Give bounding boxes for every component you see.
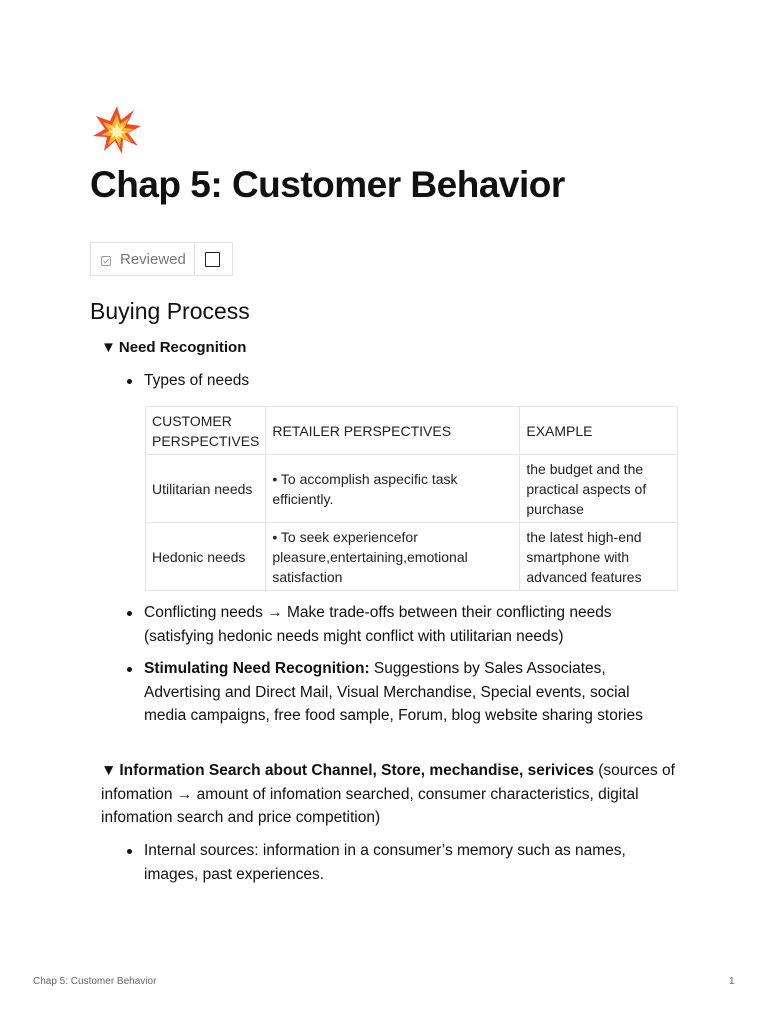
section-heading: Buying Process	[90, 298, 250, 324]
reviewed-checkbox[interactable]	[205, 252, 220, 267]
need-recognition-toggle[interactable]	[101, 339, 246, 356]
toggle-title: Need Recognition	[118, 339, 247, 356]
table-cell: • To accomplish aspecific task efficiently.	[266, 455, 520, 523]
list-item: Conflicting needs → Make trade-offs between their conflicting needs (satisfying hedonic needs might conflict with utilitarian needs)	[144, 601, 674, 648]
footer-title: Chap 5: Customer Behavior	[33, 976, 157, 987]
toggle-triangle-icon[interactable]: ▼	[101, 339, 116, 356]
table-header-row	[146, 407, 678, 455]
bullet-bold-label: Stimulating Need Recognition:	[144, 660, 370, 677]
property-label	[91, 243, 195, 275]
bullet-text: Suggestions by Sales Associates, Advertising and Direct Mail, Visual Merchandise, Special events, social media campaigns, free food sample, Forum, blog website sharing stories	[144, 660, 643, 724]
checkbox-property-icon	[101, 256, 111, 266]
table-header-cell: RETAILER PERSPECTIVES	[266, 407, 520, 455]
needs-table	[145, 406, 678, 591]
table-cell: the latest high-end smartphone with advanced features	[520, 523, 678, 591]
list-item: Types of needs	[144, 369, 674, 393]
table-cell: the budget and the practical aspects of purchase	[520, 455, 678, 523]
collision-icon	[92, 104, 142, 156]
reviewed-checkbox-cell[interactable]	[195, 243, 232, 275]
table-header-cell: EXAMPLE	[520, 407, 678, 455]
list-item	[144, 657, 674, 728]
table-header-cell: CUSTOMER PERSPECTIVES	[146, 407, 266, 455]
table-cell: Hedonic needs	[146, 523, 266, 591]
toggle-triangle-icon[interactable]: ▼	[101, 762, 117, 779]
table-row	[146, 523, 678, 591]
list-item: Internal sources: information in a consumer’s memory such as names, images, past experiences.	[144, 839, 674, 886]
table-row	[146, 455, 678, 523]
page-number: 1	[729, 976, 735, 987]
information-search-toggle[interactable]	[101, 759, 681, 830]
table-cell: • To seek experiencefor pleasure,entertaining,emotional satisfaction	[266, 523, 520, 591]
table-cell: Utilitarian needs	[146, 455, 266, 523]
toggle-title: Information Search about Channel, Store, mechandise, serivices	[119, 762, 594, 779]
property-label-text: Reviewed	[120, 250, 186, 268]
reviewed-property	[90, 242, 233, 276]
page-title: Chap 5: Customer Behavior	[90, 164, 565, 205]
toggle-description: (sources of infomation → amount of infomation searched, consumer characteristics, digital infomation search and price competition)	[101, 762, 675, 826]
